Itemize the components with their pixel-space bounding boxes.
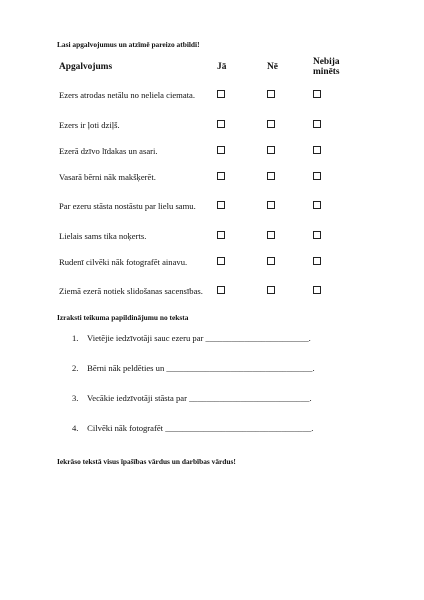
instruction-task2: Izraksti teikuma papildinājumu no teksta [57, 313, 189, 322]
item-number: 4. [72, 423, 79, 433]
header-no: Nē [267, 62, 278, 72]
statement-text: Ezerā dzīvo līdakas un asari. [59, 145, 158, 156]
not-mentioned-checkbox[interactable] [313, 146, 321, 154]
instruction-task3: Iekrāso tekstā visus īpašības vārdus un darbības vārdus! [57, 457, 236, 466]
item-sentence: Vecākie iedzīvotāji stāsta par ____________________________. [87, 393, 312, 403]
table-row [55, 190, 363, 223]
yes-checkbox[interactable] [217, 286, 225, 294]
not-mentioned-checkbox[interactable] [313, 286, 321, 294]
yes-checkbox[interactable] [217, 146, 225, 154]
statement-text: Par ezeru stāsta nostāstu par lielu samu. [59, 201, 196, 212]
no-checkbox[interactable] [267, 172, 275, 180]
yes-checkbox[interactable] [217, 231, 225, 239]
statement-text: Vasarā bērni nāk makšķerēt. [59, 171, 156, 182]
table-row [55, 249, 363, 275]
not-mentioned-checkbox[interactable] [313, 120, 321, 128]
table-row [55, 79, 363, 112]
item-number: 1. [72, 333, 79, 343]
no-checkbox[interactable] [267, 90, 275, 98]
no-checkbox[interactable] [267, 120, 275, 128]
statement-text: Ziemā ezerā notiek slidošanas sacensības. [59, 286, 203, 297]
statement-text: Ezers ir ļoti dziļš. [59, 119, 120, 130]
statement-text: Ezers atrodas netālu no neliela ciemata. [59, 90, 196, 101]
item-sentence: Cilvēki nāk fotografēt __________________________________. [87, 423, 314, 433]
table-row [55, 112, 363, 138]
fill-in-list [72, 323, 372, 443]
header-yes: Jā [217, 62, 227, 72]
item-sentence: Vietējie iedzīvotāji sauc ezeru par ________________________. [87, 333, 311, 343]
yes-checkbox[interactable] [217, 172, 225, 180]
statements-table [55, 55, 363, 308]
no-checkbox[interactable] [267, 201, 275, 209]
not-mentioned-checkbox[interactable] [313, 90, 321, 98]
no-checkbox[interactable] [267, 286, 275, 294]
table-row [55, 275, 363, 308]
yes-checkbox[interactable] [217, 90, 225, 98]
table-row [55, 223, 363, 249]
item-number: 3. [72, 393, 79, 403]
not-mentioned-checkbox[interactable] [313, 257, 321, 265]
no-checkbox[interactable] [267, 231, 275, 239]
table-row [55, 164, 363, 190]
no-checkbox[interactable] [267, 257, 275, 265]
not-mentioned-checkbox[interactable] [313, 172, 321, 180]
statement-text: Rudenī cilvēki nāk fotografēt ainavu. [59, 256, 188, 267]
item-sentence: Bērni nāk peldēties un __________________________________. [87, 363, 315, 373]
list-item [72, 323, 372, 353]
yes-checkbox[interactable] [217, 257, 225, 265]
list-item [72, 383, 372, 413]
yes-checkbox[interactable] [217, 201, 225, 209]
yes-checkbox[interactable] [217, 120, 225, 128]
not-mentioned-checkbox[interactable] [313, 231, 321, 239]
table-header-row [55, 55, 363, 79]
list-item [72, 353, 372, 383]
instruction-task1: Lasi apgalvojumus un atzīmē pareizo atbildi! [57, 40, 200, 49]
item-number: 2. [72, 363, 79, 373]
no-checkbox[interactable] [267, 146, 275, 154]
list-item [72, 413, 372, 443]
header-not-mentioned: Nebija minēts [313, 57, 340, 77]
statement-text: Lielais sams tika noķerts. [59, 230, 147, 241]
header-statement: Apgalvojums [59, 62, 113, 72]
table-row [55, 138, 363, 164]
not-mentioned-checkbox[interactable] [313, 201, 321, 209]
